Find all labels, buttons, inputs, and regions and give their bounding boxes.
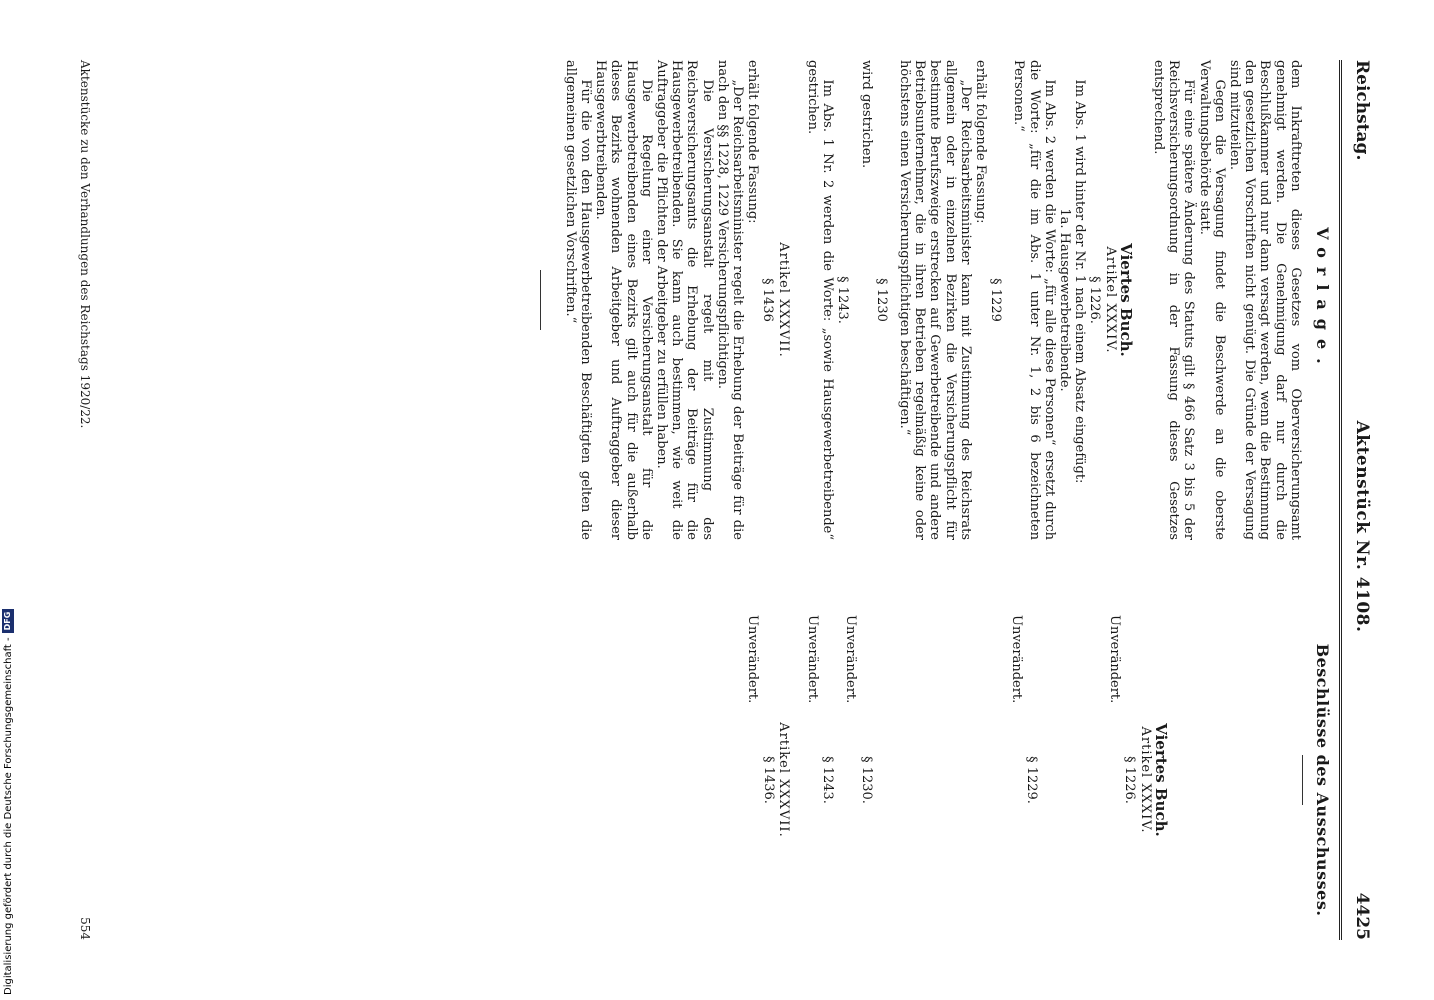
section-text: erhält folgende Fassung: — [972, 60, 988, 224]
unchanged-note: Unverändert. — [804, 615, 820, 704]
footer-page-number: 554 — [78, 917, 92, 940]
left-column — [540, 60, 1334, 540]
title-rule — [1302, 755, 1303, 805]
article-heading: Artikel XXXIV. — [1102, 246, 1118, 354]
section-heading: § 1243. — [835, 276, 851, 324]
section-heading: § 1226. — [1087, 276, 1103, 324]
footer-source: Aktenstücke zu den Verhandlungen des Reichstags 1920/22. — [78, 60, 92, 429]
section-text: Für die von den Hausgewerbetreibenden Beschäftigten gelten die allgemeinen gesetzlichen Vorschriften.“ — [562, 60, 594, 540]
section-text: Im Abs. 2 werden die Worte: „für alle diese Personen“ ersetzt durch die Worte: „für die im Abs. 1 unter Nr. 1, 2 bis 6 bezeichneten Personen.“ — [1011, 60, 1057, 540]
intro-paragraph: dem Inkrafttreten dieses Gesetzes vom Oberversicherungsamt genehmigt werden. Die Genehmigung darf nur durch die Beschlußkammer und nur dann versagt werden, wenn die Bestimmung den gesetzlichen Vorschriften nicht genügt. Die Gründe der Versagung sind mitzuteilen. — [1226, 60, 1303, 540]
section-text: erhält folgende Fassung: — [745, 60, 761, 224]
left-column-title: Vorlage. — [1313, 227, 1332, 373]
right-column — [745, 615, 1334, 945]
header-center: Aktenstück Nr. 4108. — [1352, 420, 1372, 633]
section-heading: § 1226. — [1122, 756, 1138, 804]
section-heading: § 1229 — [988, 278, 1004, 322]
section-text: Die Versicherungsanstalt regelt mit Zustimmung des Reichsversicherungsamts die Erhebung der Beiträge für die Hausgewerbetreibenden. Sie kann auch bestimmen, wie weit die Auftraggeber die Pflichten der Arbeitgeber zu erfüllen haben. — [654, 60, 715, 540]
unchanged-note: Unverändert. — [745, 615, 761, 704]
section-heading: § 1243. — [820, 756, 836, 804]
book-heading: Viertes Buch. — [1116, 243, 1135, 357]
section-text: wird gestrichen. — [858, 60, 874, 169]
digitization-text: Digitalisierung gefördert durch die Deutsche Forschungsgemeinschaft - — [2, 637, 14, 995]
dfg-logo: DFG — [2, 609, 14, 634]
unchanged-note: Unverändert. — [1008, 615, 1024, 704]
section-heading: § 1230. — [858, 756, 874, 804]
inserted-text: 1a. Hausgewerbetreibende. — [1056, 208, 1072, 392]
column-end-rule — [540, 270, 541, 330]
section-text: „Der Reichsarbeitsminister regelt die Erhebung der Beiträge für die nach den §§ 1228, 1229 Versicherungspflichtigen. — [714, 60, 746, 540]
section-heading: § 1229. — [1023, 756, 1039, 804]
unchanged-note: Unverändert. — [1107, 615, 1123, 704]
header-rule — [1339, 60, 1342, 940]
section-heading: § 1436 — [760, 278, 776, 322]
article-heading: Artikel XXXVII. — [775, 722, 791, 838]
right-column-title: Beschlüsse des Ausschusses. — [1313, 643, 1332, 917]
section-heading: § 1436. — [760, 756, 776, 804]
page-footer — [78, 60, 92, 940]
unchanged-note: Unverändert. — [843, 615, 859, 704]
article-heading: Artikel XXXVII. — [775, 242, 791, 358]
intro-paragraph: Für eine spätere Änderung des Statuts gilt § 466 Satz 3 bis 5 der Reichsversicherungsordnung in der Fassung dieses Gesetzes entsprechend. — [1150, 60, 1197, 540]
page-header — [1352, 60, 1372, 940]
section-text: „Der Reichsarbeitsminister kann mit Zustimmung des Reichsrats allgemein oder in einzelnen Bezirken die Versicherungspflicht für bestimmte Berufszweige erstrecken auf Gewerbetreibende und andere Betriebsunternehmer, die in ihren Betrieben regelmäßig keine oder höchstens einen Versicherungspflichtigen beschäftigen.“ — [896, 60, 973, 540]
header-left: Reichstag. — [1352, 60, 1372, 161]
book-heading: Viertes Buch. — [1151, 723, 1170, 837]
intro-paragraph: Gegen die Versagung findet die Beschwerde an die oberste Verwaltungsbehörde statt. — [1196, 60, 1227, 540]
section-text: Im Abs. 1 Nr. 2 werden die Worte: „sowie Hausgewerbetreibende“ gestrichen. — [804, 60, 836, 540]
digitization-note — [2, 609, 14, 995]
page-number: 4425 — [1352, 892, 1372, 940]
section-text: Die Regelung einer Versicherungsanstalt für die Hausgewerbetreibenden eines Bezirks gilt auch für die außerhalb dieses Bezirks wohnenden Arbeitgeber und Auftraggeber dieser Hausgewerbtreibenden. — [593, 60, 654, 540]
section-heading: § 1230 — [873, 278, 889, 322]
article-heading: Artikel XXXIV. — [1137, 726, 1153, 834]
section-text: Im Abs. 1 wird hinter der Nr. 1 nach einem Absatz eingefügt: — [1072, 79, 1088, 484]
